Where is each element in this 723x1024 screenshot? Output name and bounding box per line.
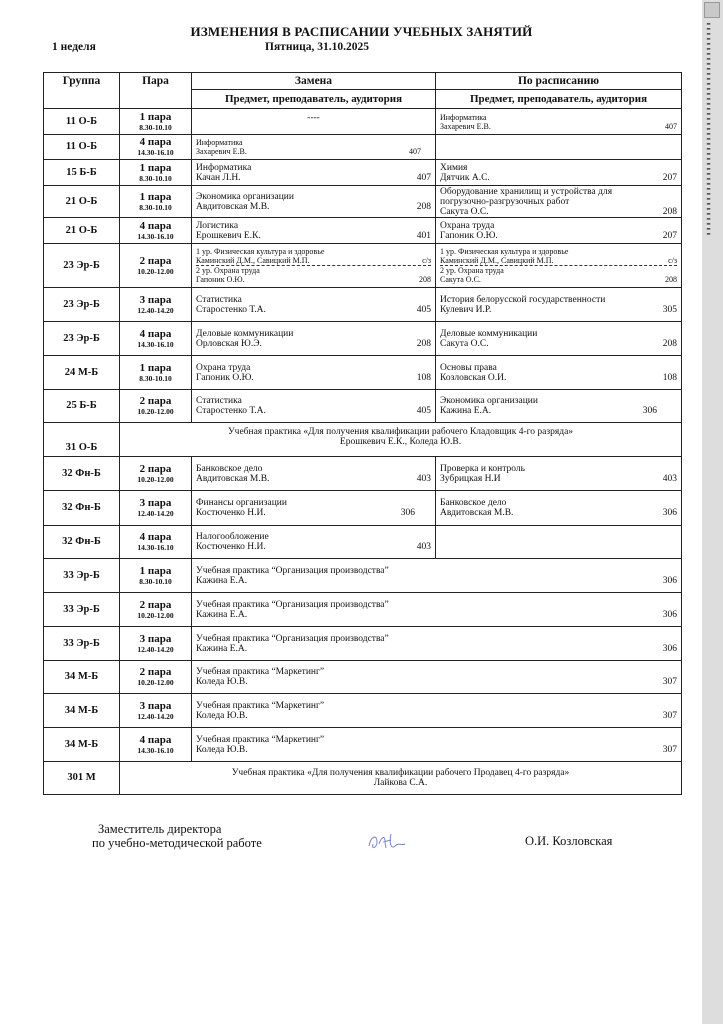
schedule-room-2: 208 (665, 275, 677, 284)
replacement-subject: 1 ур. Физическая культура и здоровье (196, 247, 325, 256)
group-cell: 301 М (44, 762, 120, 795)
schedule-teacher: Авдитовская М.В. (440, 508, 514, 518)
para-time: 12.40-14.20 (137, 644, 174, 654)
para-cell (120, 526, 192, 559)
para-number: 4 пара (139, 327, 172, 340)
para-number: 2 пара (139, 254, 172, 267)
practice-teacher: Коледа Ю.В. (196, 710, 248, 721)
para-cell (120, 661, 192, 694)
table-row (44, 244, 682, 288)
replacement-teacher: Старостенко Т.А. (196, 304, 266, 315)
replacement-cell (192, 356, 436, 390)
para-cell (120, 593, 192, 627)
schedule-room: 403 (662, 473, 677, 484)
para-time: 14.30-16.10 (137, 231, 174, 241)
practice-title: Учебная практика “Маркетинг” (196, 667, 325, 677)
para-number: 3 пара (139, 497, 172, 509)
schedule-room: 407 (665, 121, 677, 131)
schedule-cell (436, 135, 682, 160)
schedule-teacher: Кулевич И.Р. (440, 304, 492, 315)
replacement-subject: Логистика (196, 220, 239, 231)
replacement-teacher: Старостенко Т.А. (196, 406, 266, 416)
practice-cell (192, 559, 682, 593)
para-time: 10.20-12.00 (137, 610, 174, 620)
table-row (44, 694, 682, 728)
schedule-subject: Химия (440, 162, 468, 173)
replacement-room: 403 (416, 473, 431, 484)
replacement-teacher: Костюченко Н.И. (196, 508, 266, 518)
practice-room: 306 (662, 609, 677, 620)
schedule-subject: История белорусской государственности (440, 294, 606, 305)
replacement-subject: Налогообложение (196, 532, 269, 542)
schedule-teacher: Зубрицкая Н.И (440, 473, 501, 484)
schedule-teacher: Сакута О.С. (440, 338, 489, 349)
replacement-room: 108 (416, 372, 431, 383)
table-row (44, 322, 682, 356)
para-cell (120, 135, 192, 160)
schedule-teacher-2: Сакута О.С. (440, 275, 481, 284)
para-time: 8.30-10.10 (139, 202, 172, 212)
group-cell: 11 О-Б (44, 135, 120, 160)
schedule-teacher: Дятчик А.С. (440, 172, 490, 183)
schedule-cell (436, 109, 682, 135)
table-row (44, 135, 682, 160)
practice-cell (120, 762, 682, 795)
para-time: 8.30-10.10 (139, 122, 172, 132)
schedule-subject: Банковское дело (440, 498, 507, 508)
para-number: 1 пара (139, 161, 172, 174)
schedule-cell (436, 218, 682, 244)
schedule-subject: Экономика организации (440, 396, 538, 406)
para-time: 14.30-16.10 (137, 543, 174, 552)
schedule-room: 207 (662, 230, 677, 241)
logo-icon (704, 2, 720, 18)
para-number: 4 пара (139, 219, 172, 232)
practice-cell (192, 661, 682, 694)
para-time: 12.40-14.20 (137, 711, 174, 721)
replacement-teacher: Орловская Ю.Э. (196, 338, 262, 349)
practice-teacher: Коледа Ю.В. (196, 677, 248, 687)
table-row (44, 288, 682, 322)
document-title: ИЗМЕНЕНИЯ В РАСПИСАНИИ УЧЕБНЫХ ЗАНЯТИЙ (190, 24, 533, 39)
para-number: 1 пара (139, 361, 172, 374)
replacement-teacher: Качан Л.Н. (196, 172, 241, 183)
schedule-cell (436, 526, 682, 559)
practice-room: 307 (662, 710, 677, 721)
replacement-subject: Охрана труда (196, 362, 251, 373)
replacement-subject: Статистика (196, 294, 242, 305)
group-cell: 33 Эр-Б (44, 593, 120, 627)
schedule-cell (436, 244, 682, 288)
practice-room: 307 (662, 677, 677, 687)
group-cell: 34 М-Б (44, 728, 120, 762)
replacement-subject-2: 2 ур. Охрана труда (196, 266, 260, 275)
practice-teachers: Ерошкевич Е.К., Коледа Ю.В. (339, 437, 462, 447)
week-label: 1 неделя (52, 41, 96, 53)
table-row (44, 356, 682, 390)
schedule-room: 108 (662, 372, 677, 383)
practice-room: 307 (662, 744, 677, 755)
group-cell: 32 Фн-Б (44, 457, 120, 491)
practice-cell (192, 728, 682, 762)
para-time: 10.20-12.00 (137, 266, 174, 276)
para-number: 4 пара (139, 531, 172, 543)
group-cell: 34 М-Б (44, 661, 120, 694)
position-line-1: Заместитель директора (98, 822, 222, 836)
replacement-cell (192, 390, 436, 423)
group-cell: 33 Эр-Б (44, 559, 120, 593)
replacement-subject: Банковское дело (196, 463, 263, 474)
group-cell: 24 М-Б (44, 356, 120, 390)
para-time: 10.20-12.00 (137, 474, 174, 484)
table-row (44, 457, 682, 491)
table-row (44, 526, 682, 559)
replacement-cell (192, 288, 436, 322)
para-cell (120, 322, 192, 356)
side-strip (702, 0, 723, 1024)
side-stamp-icon: ▬▬▬▬▬▬▬▬▬▬▬▬▬▬▬▬▬▬▬▬▬▬▬▬▬▬▬▬▬▬▬▬▬▬▬▬▬▬▬▬▬▬▬ (706, 22, 711, 237)
schedule-room: 207 (662, 172, 677, 183)
para-number: 1 пара (139, 110, 172, 123)
practice-cell (192, 694, 682, 728)
table-row (44, 661, 682, 694)
replacement-cell (192, 491, 436, 526)
position-line-2: по учебно-методической работе (92, 836, 262, 850)
schedule-subject-2: 2 ур. Охрана труда (440, 266, 504, 275)
schedule-subject: Основы права (440, 362, 497, 373)
replacement-cell (192, 244, 436, 288)
practice-cell (192, 593, 682, 627)
para-time: 14.30-16.10 (137, 745, 174, 755)
practice-room: 306 (662, 575, 677, 586)
para-cell (120, 694, 192, 728)
practice-title: Учебная практика “Маркетинг” (196, 700, 325, 711)
para-cell (120, 728, 192, 762)
group-cell: 11 О-Б (44, 109, 120, 135)
schedule-teacher: Сакута О.С. (440, 206, 489, 217)
schedule-room: 208 (662, 206, 677, 217)
schedule-subject: 1 ур. Физическая культура и здоровье (440, 247, 569, 256)
practice-cell (120, 423, 682, 457)
para-time: 12.40-14.20 (137, 509, 174, 518)
replacement-teacher: Каминский Д.М., Савицкий М.П. (196, 256, 310, 265)
schedule-teacher: Гапоник О.Ю. (440, 230, 498, 241)
para-cell (120, 244, 192, 288)
practice-cell (192, 627, 682, 661)
practice-teacher: Кажина Е.А. (196, 609, 248, 620)
handwritten-signature (365, 828, 413, 854)
practice-title: Учебная практика «Для получения квалификации рабочего Кладовщик 4-го разряда» (227, 427, 574, 437)
schedule-room: 305 (662, 304, 677, 315)
replacement-teacher: Захаревич Е.В. (196, 147, 247, 156)
schedule-teacher: Кажина Е.А. (440, 406, 492, 416)
para-time: 14.30-16.10 (137, 148, 174, 157)
date-label: Пятница, 31.10.2025 (265, 41, 369, 53)
replacement-cell: ---- (192, 109, 436, 135)
schedule-teacher: Каминский Д.М., Савицкий М.П. (440, 256, 554, 265)
para-cell (120, 186, 192, 218)
replacement-cell (192, 218, 436, 244)
schedule-cell (436, 288, 682, 322)
group-cell: 32 Фн-Б (44, 526, 120, 559)
table-row (44, 109, 682, 135)
table-row (44, 218, 682, 244)
schedule-cell (436, 390, 682, 423)
practice-teacher: Кажина Е.А. (196, 575, 248, 586)
para-time: 12.40-14.20 (137, 305, 174, 315)
practice-teacher: Коледа Ю.В. (196, 744, 248, 755)
schedule-subject: Проверка и контроль (440, 463, 525, 474)
replacement-subject: Финансы организации (196, 498, 287, 508)
group-cell: 15 Б-Б (44, 160, 120, 186)
replacement-room: 407 (409, 147, 421, 156)
para-time: 10.20-12.00 (137, 407, 174, 416)
header-para: Пара (120, 73, 192, 109)
para-cell (120, 390, 192, 423)
practice-title: Учебная практика «Для получения квалификации рабочего Продавец 4-го разряда» (231, 768, 570, 778)
practice-title: Учебная практика “Организация производства” (196, 565, 389, 576)
replacement-subject: Информатика (196, 138, 243, 147)
replacement-room: 405 (416, 406, 431, 416)
group-cell: 23 Эр-Б (44, 322, 120, 356)
schedule-room: 306 (662, 508, 677, 518)
para-number: 3 пара (139, 699, 172, 712)
replacement-teacher: Авдитовская М.В. (196, 473, 270, 484)
schedule-room: 208 (662, 338, 677, 349)
replacement-cell (192, 526, 436, 559)
table-row (44, 160, 682, 186)
para-time: 8.30-10.10 (139, 173, 172, 183)
replacement-room: 405 (416, 304, 431, 315)
schedule-cell (436, 160, 682, 186)
table-row (44, 762, 682, 795)
schedule-teacher: Козловская О.И. (440, 372, 507, 383)
replacement-room: с/з (422, 256, 431, 265)
para-number: 1 пара (139, 190, 172, 203)
schedule-room: 306 (642, 406, 657, 416)
schedule-cell (436, 186, 682, 218)
para-number: 1 пара (139, 564, 172, 577)
replacement-subject: Экономика организации (196, 191, 294, 202)
para-cell (120, 288, 192, 322)
group-cell: 32 Фн-Б (44, 491, 120, 526)
table-row (44, 728, 682, 762)
para-cell (120, 491, 192, 526)
signature-position (92, 822, 262, 850)
subheader-zamena: Предмет, преподаватель, аудитория (192, 90, 436, 109)
practice-room: 306 (662, 643, 677, 654)
para-number: 2 пара (139, 598, 172, 611)
replacement-teacher: Гапоник О.Ю. (196, 372, 254, 383)
para-cell (120, 457, 192, 491)
replacement-teacher: Костюченко Н.И. (196, 542, 266, 552)
para-cell (120, 109, 192, 135)
schedule-room: с/з (668, 256, 677, 265)
schedule-cell (436, 491, 682, 526)
schedule-subject: Информатика (440, 112, 487, 122)
replacement-teacher: Ерошкевич Е.К. (196, 230, 261, 241)
para-time: 14.30-16.10 (137, 339, 174, 349)
group-cell: 21 О-Б (44, 186, 120, 218)
schedule-cell (436, 457, 682, 491)
para-cell (120, 160, 192, 186)
para-cell (120, 356, 192, 390)
schedule-teacher: Захаревич Е.В. (440, 121, 491, 131)
group-cell: 23 Эр-Б (44, 244, 120, 288)
para-number: 2 пара (139, 395, 172, 407)
schedule-subject: Охрана труда (440, 220, 495, 231)
group-cell: 23 Эр-Б (44, 288, 120, 322)
replacement-cell (192, 457, 436, 491)
practice-title: Учебная практика “Маркетинг” (196, 734, 325, 745)
replacement-subject: Деловые коммуникации (196, 328, 294, 339)
subheader-schedule: Предмет, преподаватель, аудитория (436, 90, 682, 109)
replacement-cell (192, 160, 436, 186)
replacement-room: 208 (416, 338, 431, 349)
replacement-room: 401 (416, 230, 431, 241)
header-zamena: Замена (192, 73, 436, 90)
replacement-subject: Статистика (196, 396, 242, 406)
para-time: 10.20-12.00 (137, 678, 174, 687)
practice-teachers: Лайкова С.А. (373, 778, 428, 788)
para-number: 4 пара (139, 136, 172, 148)
schedule-table (43, 72, 682, 795)
para-cell (120, 218, 192, 244)
replacement-cell (192, 186, 436, 218)
practice-teacher: Кажина Е.А. (196, 643, 248, 654)
para-time: 8.30-10.10 (139, 373, 172, 383)
para-number: 3 пара (139, 632, 172, 645)
header-group: Группа (44, 73, 120, 109)
group-cell: 31 О-Б (44, 423, 120, 457)
replacement-room: 403 (416, 542, 431, 552)
schedule-subject-cont: погрузочно-разгрузочных работ (440, 196, 570, 207)
practice-title: Учебная практика “Организация производства” (196, 599, 389, 610)
header-schedule: По расписанию (436, 73, 682, 90)
table-row (44, 593, 682, 627)
replacement-cell (192, 322, 436, 356)
group-cell: 25 Б-Б (44, 390, 120, 423)
schedule-subject: Оборудование хранилищ и устройства для (440, 186, 613, 197)
schedule-cell (436, 322, 682, 356)
replacement-room-2: 208 (419, 275, 431, 284)
para-cell (120, 559, 192, 593)
replacement-teacher: Авдитовская М.В. (196, 201, 270, 212)
table-row (44, 390, 682, 423)
replacement-room: 306 (400, 508, 415, 518)
schedule-subject: Деловые коммуникации (440, 328, 538, 339)
table-row (44, 627, 682, 661)
table-row (44, 423, 682, 457)
signer-name: О.И. Козловская (525, 834, 613, 848)
table-row (44, 559, 682, 593)
para-number: 3 пара (139, 293, 172, 306)
para-number: 2 пара (139, 462, 172, 475)
table-row (44, 491, 682, 526)
replacement-teacher-2: Гапоник О.Ю. (196, 275, 245, 284)
para-cell (120, 627, 192, 661)
schedule-cell (436, 356, 682, 390)
replacement-room: 208 (416, 201, 431, 212)
group-cell: 21 О-Б (44, 218, 120, 244)
group-cell: 34 М-Б (44, 694, 120, 728)
replacement-cell (192, 135, 436, 160)
practice-title: Учебная практика “Организация производства” (196, 633, 389, 644)
replacement-subject: Информатика (196, 162, 252, 173)
replacement-room: 407 (416, 172, 431, 183)
para-number: 2 пара (139, 666, 172, 678)
table-row (44, 186, 682, 218)
group-cell: 33 Эр-Б (44, 627, 120, 661)
para-time: 8.30-10.10 (139, 576, 172, 586)
para-number: 4 пара (139, 733, 172, 746)
